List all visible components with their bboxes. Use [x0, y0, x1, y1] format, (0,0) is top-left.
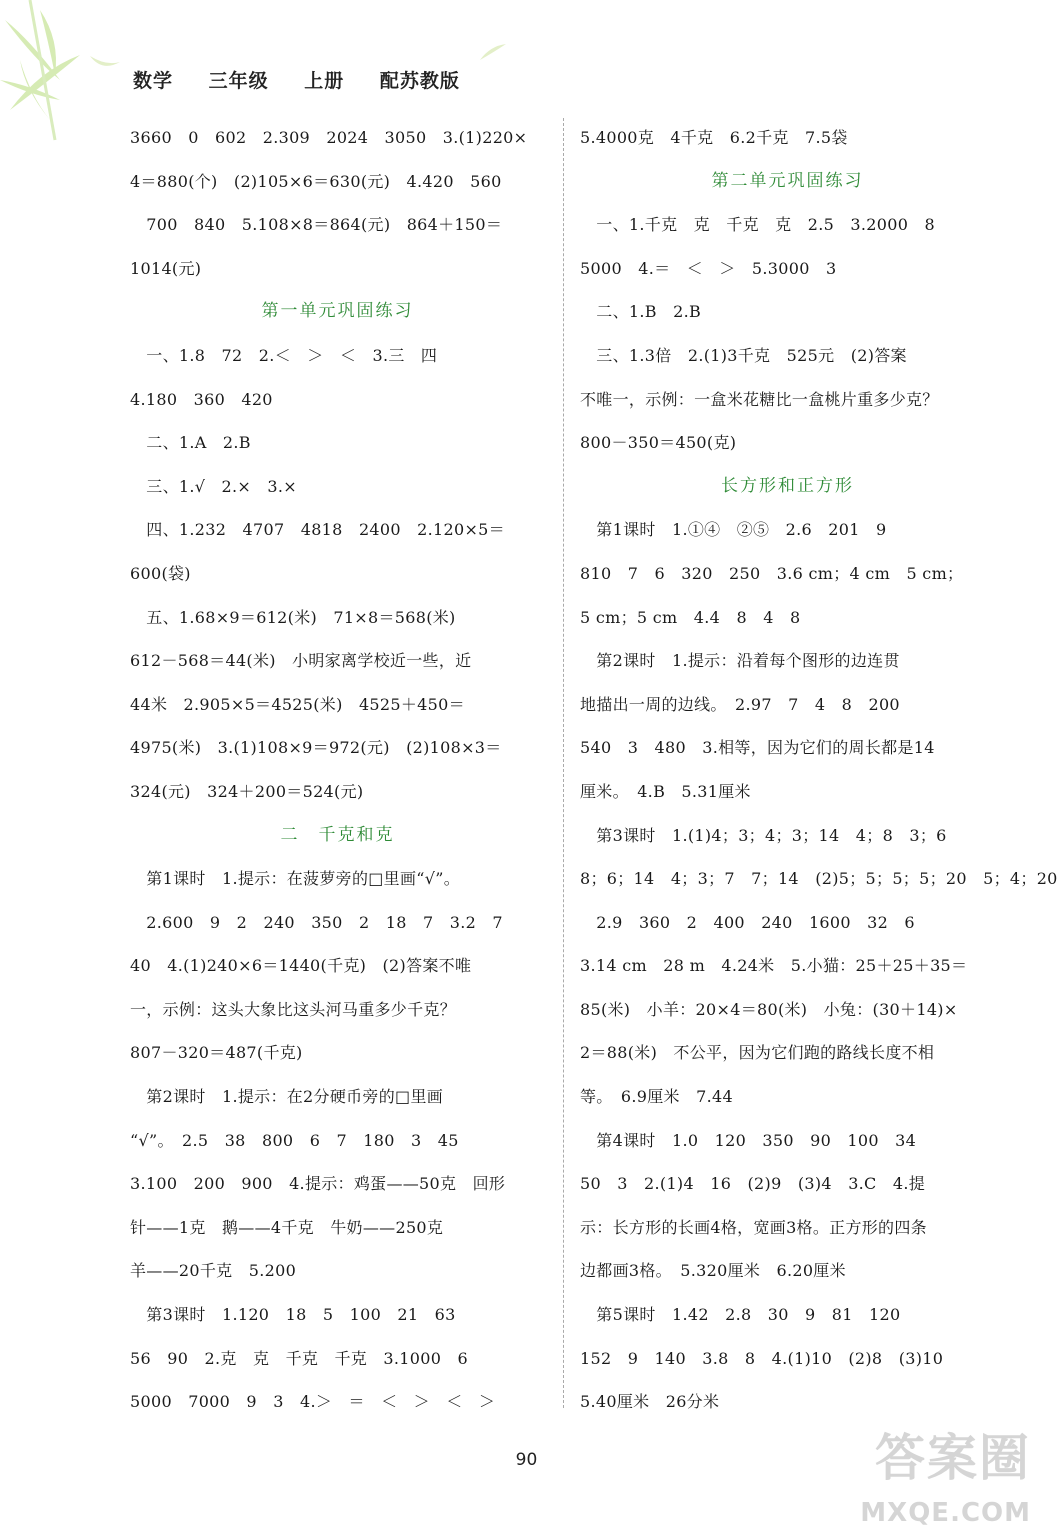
answer-line: 5.4000克 4千克 6.2千克 7.5袋: [580, 128, 848, 147]
answer-line: 等。 6.9厘米 7.44: [580, 1087, 733, 1107]
section-heading: 长方形和正方形: [721, 475, 854, 496]
watermark-bottom-text: MXQE.COM: [860, 1498, 1031, 1528]
answer-line: 3.100 200 900 4.提示：鸡蛋——50克 回形: [130, 1174, 506, 1194]
answer-line: 边都画3格。 5.320厘米 6.20厘米: [580, 1261, 846, 1281]
answer-line: 56 90 2.克 克 千克 千克 3.1000 6: [130, 1348, 468, 1368]
answer-line: 第1课时 1.①④ ②⑤ 2.6 201 9: [580, 520, 887, 540]
answer-line: 4975(米) 3.(1)108×9＝972(元) (2)108×3＝: [130, 738, 502, 758]
right-column: [580, 116, 1058, 1424]
answer-line: 50 3 2.(1)4 16 (2)9 (3)4 3.C 4.提: [580, 1174, 926, 1194]
answer-line: 4＝880(个) (2)105×6＝630(元) 4.420 560: [130, 171, 502, 191]
answer-line: 324(元) 324＋200＝524(元): [130, 781, 364, 801]
answer-line: 五、1.68×9＝612(米) 71×8＝568(米): [130, 607, 456, 627]
bird-decoration-left: [88, 52, 122, 74]
answer-line: 四、1.232 4707 4818 2400 2.120×5＝: [130, 520, 505, 540]
answer-line: 羊——20千克 5.200: [130, 1261, 297, 1281]
answer-line: 540 3 480 3.相等，因为它们的周长都是14: [580, 738, 935, 758]
answer-line: 不唯一，示例：一盒米花糖比一盒桃片重多少克？: [580, 389, 939, 409]
answer-line: 第2课时 1.提示：沿着每个图形的边连贯: [580, 651, 900, 671]
left-column: [130, 116, 545, 1424]
answer-line: 3.14 cm 28 m 4.24米 5.小猫：25＋25＋35＝: [580, 956, 968, 976]
answer-line: 85(米) 小羊：20×4＝80(米) 小兔：(30＋14)×: [580, 999, 958, 1019]
answer-line: 700 840 5.108×8＝864(元) 864＋150＝: [130, 215, 503, 235]
answer-line: 二、1.B 2.B: [580, 302, 702, 322]
answer-line: 2.600 9 2 240 350 2 18 7 3.2 7: [130, 912, 503, 932]
bird-decoration-right: [478, 42, 508, 66]
answer-line: 152 9 140 3.8 8 4.(1)10 (2)8 (3)10: [580, 1348, 944, 1368]
answer-line: 2＝88(米) 不公平，因为它们跑的路线长度不相: [580, 1043, 935, 1063]
header-volume: 上册: [304, 70, 345, 92]
answer-line: 5000 4.＝ ＜ ＞ 5.3000 3: [580, 258, 837, 278]
answer-line: 一、1.8 72 2.＜ ＞ ＜ 3.三 四: [130, 345, 438, 365]
answer-line: 一、1.千克 克 千克 克 2.5 3.2000 8: [580, 215, 935, 235]
header-grade: 三年级: [208, 70, 269, 92]
answer-line: 807－320＝487(千克): [130, 1043, 303, 1063]
page-number: 90: [515, 1450, 538, 1470]
answer-line: “√”。 2.5 38 800 6 7 180 3 45: [130, 1130, 459, 1150]
answer-line: 第3课时 1.120 18 5 100 21 63: [130, 1305, 456, 1325]
answer-line: 8；6；14 4；3；7 7；14 (2)5；5；5；5；20 5；4；20: [580, 869, 1058, 889]
answer-line: 三、1.3倍 2.(1)3千克 525元 (2)答案: [580, 345, 907, 365]
answer-line: 第3课时 1.(1)4；3；4；3；14 4；8 3；6: [580, 825, 947, 845]
answer-line: 44米 2.905×5＝4525(米) 4525＋450＝: [130, 694, 465, 714]
answer-line: 5.40厘米 26分米: [580, 1392, 720, 1412]
header-subject: 数学: [133, 70, 174, 92]
answer-line: 第5课时 1.42 2.8 30 9 81 120: [580, 1305, 901, 1325]
answer-line: 针——1克 鹅——4千克 牛奶——250克: [130, 1217, 444, 1237]
column-divider: [563, 118, 564, 1408]
answer-line: 二、1.A 2.B: [130, 433, 251, 453]
answer-line: 5000 7000 9 3 4.＞ ＝ ＜ ＞ ＜ ＞: [130, 1392, 496, 1412]
answer-line: 800－350＝450(克): [580, 433, 737, 453]
answer-line: 第1课时 1.提示：在菠萝旁的□里画“√”。: [130, 869, 461, 889]
answer-line: 810 7 6 320 250 3.6 cm；4 cm 5 cm；: [580, 563, 964, 583]
answer-line: 612－568＝44(米) 小明家离学校近一些，近: [130, 651, 472, 671]
answer-line: 示：长方形的长画4格，宽画3格。正方形的四条: [580, 1217, 927, 1237]
answer-line: 40 4.(1)240×6＝1440(千克) (2)答案不唯: [130, 956, 472, 976]
watermark-logo: [861, 1418, 1031, 1528]
section-heading: 第二单元巩固练习: [711, 170, 864, 191]
page-header: [133, 66, 488, 93]
header-edition: 配苏教版: [379, 70, 460, 92]
answer-line: 600(袋): [130, 563, 191, 583]
answer-line: 3660 0 602 2.309 2024 3050 3.(1)220×: [130, 128, 528, 147]
answer-line: 三、1.√ 2.× 3.×: [130, 476, 298, 496]
section-heading: 二 千克和克: [280, 824, 395, 845]
answer-line: 第2课时 1.提示：在2分硬币旁的□里画: [130, 1087, 444, 1107]
answer-line: 1014(元): [130, 258, 202, 278]
section-heading: 第一单元巩固练习: [261, 301, 414, 322]
answer-line: 5 cm；5 cm 4.4 8 4 8: [580, 607, 801, 627]
answer-line: 4.180 360 420: [130, 389, 273, 409]
answer-line: 地描出一周的边线。 2.97 7 4 8 200: [580, 694, 900, 714]
watermark-top-text: 答案圈: [875, 1429, 1031, 1487]
answer-line: 一，示例：这头大象比这头河马重多少千克？: [130, 999, 457, 1019]
answer-line: 第4课时 1.0 120 350 90 100 34: [580, 1130, 917, 1150]
answer-line: 2.9 360 2 400 240 1600 32 6: [580, 912, 915, 932]
answer-line: 厘米。 4.B 5.31厘米: [580, 781, 751, 801]
